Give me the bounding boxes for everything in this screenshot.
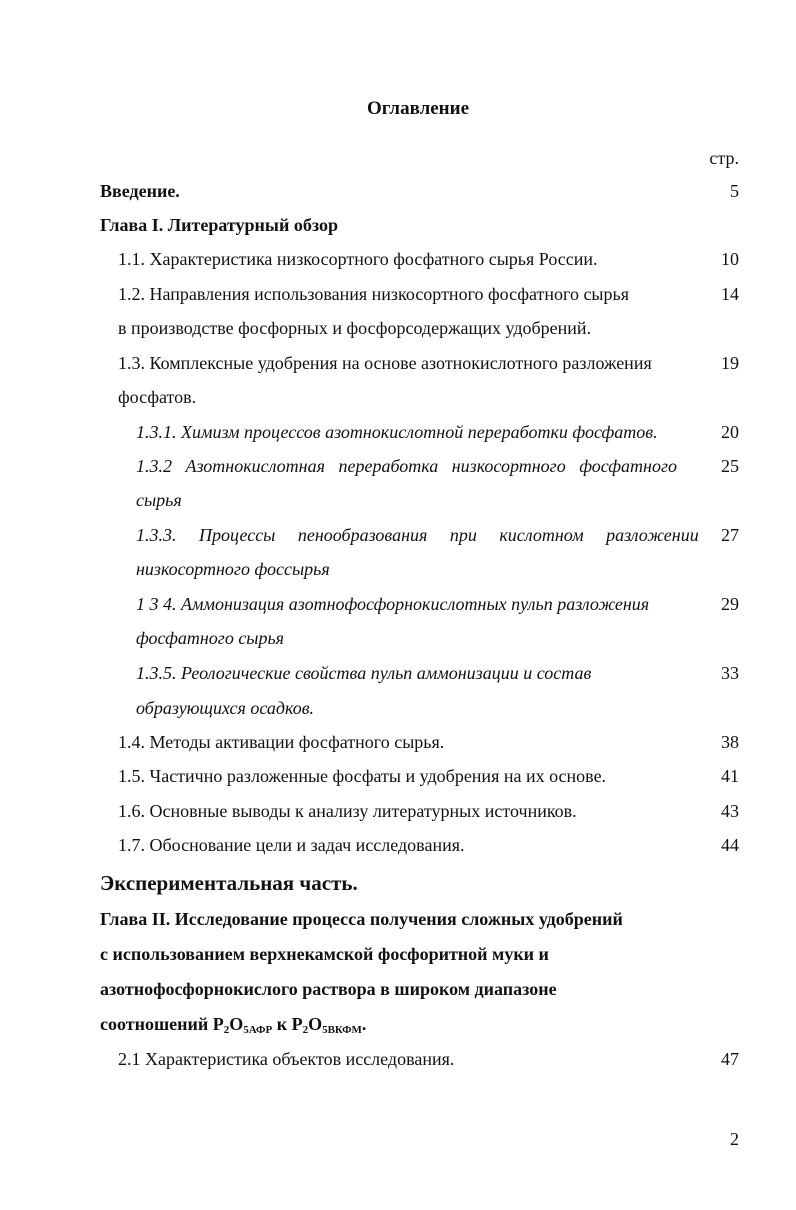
ratio-mid-1: O <box>229 1014 244 1034</box>
toc-page-1-6: 43 <box>721 801 739 821</box>
toc-entry-1-3-2-cont: сырья <box>136 490 182 510</box>
toc-chapter-2: Глава II. Исследование процесса получения сложных удобрений <box>100 909 623 929</box>
ratio-sub-2: 5АФР <box>243 1024 273 1036</box>
toc-entry-1-6: 1.6. Основные выводы к анализу литературных источников. <box>118 801 577 821</box>
toc-entry-1-2-cont: в производстве фосфорных и фосфорсодержащих удобрений. <box>118 318 592 338</box>
page-number: 2 <box>730 1129 739 1149</box>
toc-entry-1-2: 1.2. Направления использования низкосортного фосфатного сырья <box>118 284 630 304</box>
toc-entry-1-4: 1.4. Методы активации фосфатного сырья. <box>118 732 445 752</box>
page-column-label: стр. <box>709 148 739 168</box>
toc-entry-1-3-3-cont: низкосортного фоссырья <box>136 559 330 579</box>
toc-entry-introduction: Введение. <box>100 181 180 201</box>
toc-page-1-3-2: 25 <box>721 456 739 476</box>
toc-title: Оглавление <box>366 98 470 119</box>
toc-entry-1-3-text: 1.3. Комплексные удобрения на основе азотнокислотного разложения <box>118 353 652 373</box>
toc-entry-1-3-3: 1.3.3. Процессы пенообразования при кислотном разложении <box>136 525 699 545</box>
ratio-mid-2: к P <box>272 1014 303 1034</box>
toc-entry-1-3-2: 1.3.2 Азотнокислотная переработка низкосортного фосфатного <box>136 456 678 476</box>
toc-entry-1-3-1: 1.3.1. Химизм процессов азотнокислотной переработки фосфатов. <box>136 422 658 442</box>
toc-page-2-1: 47 <box>721 1049 739 1069</box>
toc-chapter-2-cont-1: с использованием верхнекамской фосфоритной муки и <box>100 944 549 964</box>
toc-entry-1-7: 1.7. Обоснование цели и задач исследования. <box>118 835 465 855</box>
toc-chapter-2-cont-2: азотнофосфорнокислого раствора в широком диапазоне <box>100 979 557 999</box>
toc-entry-1-3-5: 1.3.5. Реологические свойства пульп аммонизации и состав <box>136 663 592 683</box>
toc-entry-1-3-4: 1 3 4. Аммонизация азотнофосфорнокислотных пульп разложения <box>136 594 650 614</box>
toc-page-1-3: 19 <box>721 353 739 373</box>
toc-page-1-3-4: 29 <box>721 594 739 614</box>
toc-page-1-2: 14 <box>721 284 739 304</box>
ratio-sub-3: 2 <box>302 1024 309 1036</box>
toc-entry-1-3-4-cont: фосфатного сырья <box>136 628 285 648</box>
toc-entry-1-3-cont: фосфатов. <box>118 387 197 407</box>
toc-entry-1-3-5-cont: образующихся осадков. <box>136 698 315 718</box>
ratio-prefix: соотношений P <box>100 1014 224 1034</box>
toc-page-1-5: 41 <box>721 766 739 786</box>
toc-page-introduction: 5 <box>730 181 739 201</box>
toc-chapter-2-ratio-line <box>100 1013 366 1035</box>
ratio-sub-4: 5ВКФМ <box>322 1024 362 1036</box>
toc-entry-1-3 <box>118 352 693 374</box>
ratio-sub-1: 2 <box>223 1024 230 1036</box>
toc-page-1-7: 44 <box>721 835 739 855</box>
toc-page-1-3-5: 33 <box>721 663 739 683</box>
toc-page-1-1: 10 <box>721 249 739 269</box>
toc-page-1-3-3: 27 <box>721 525 739 545</box>
toc-chapter-1: Глава I. Литературный обзор <box>100 215 338 235</box>
ratio-mid-3: O <box>308 1014 323 1034</box>
toc-entry-1-1: 1.1. Характеристика низкосортного фосфатного сырья России. <box>118 249 598 269</box>
toc-page-1-4: 38 <box>721 732 739 752</box>
toc-section-experimental: Экспериментальная часть. <box>100 871 358 895</box>
ratio-suffix: . <box>361 1014 367 1034</box>
toc-page-1-3-1: 20 <box>721 422 739 442</box>
toc-entry-2-1: 2.1 Характеристика объектов исследования. <box>118 1049 455 1069</box>
toc-entry-1-5: 1.5. Частично разложенные фосфаты и удобрения на их основе. <box>118 766 607 786</box>
